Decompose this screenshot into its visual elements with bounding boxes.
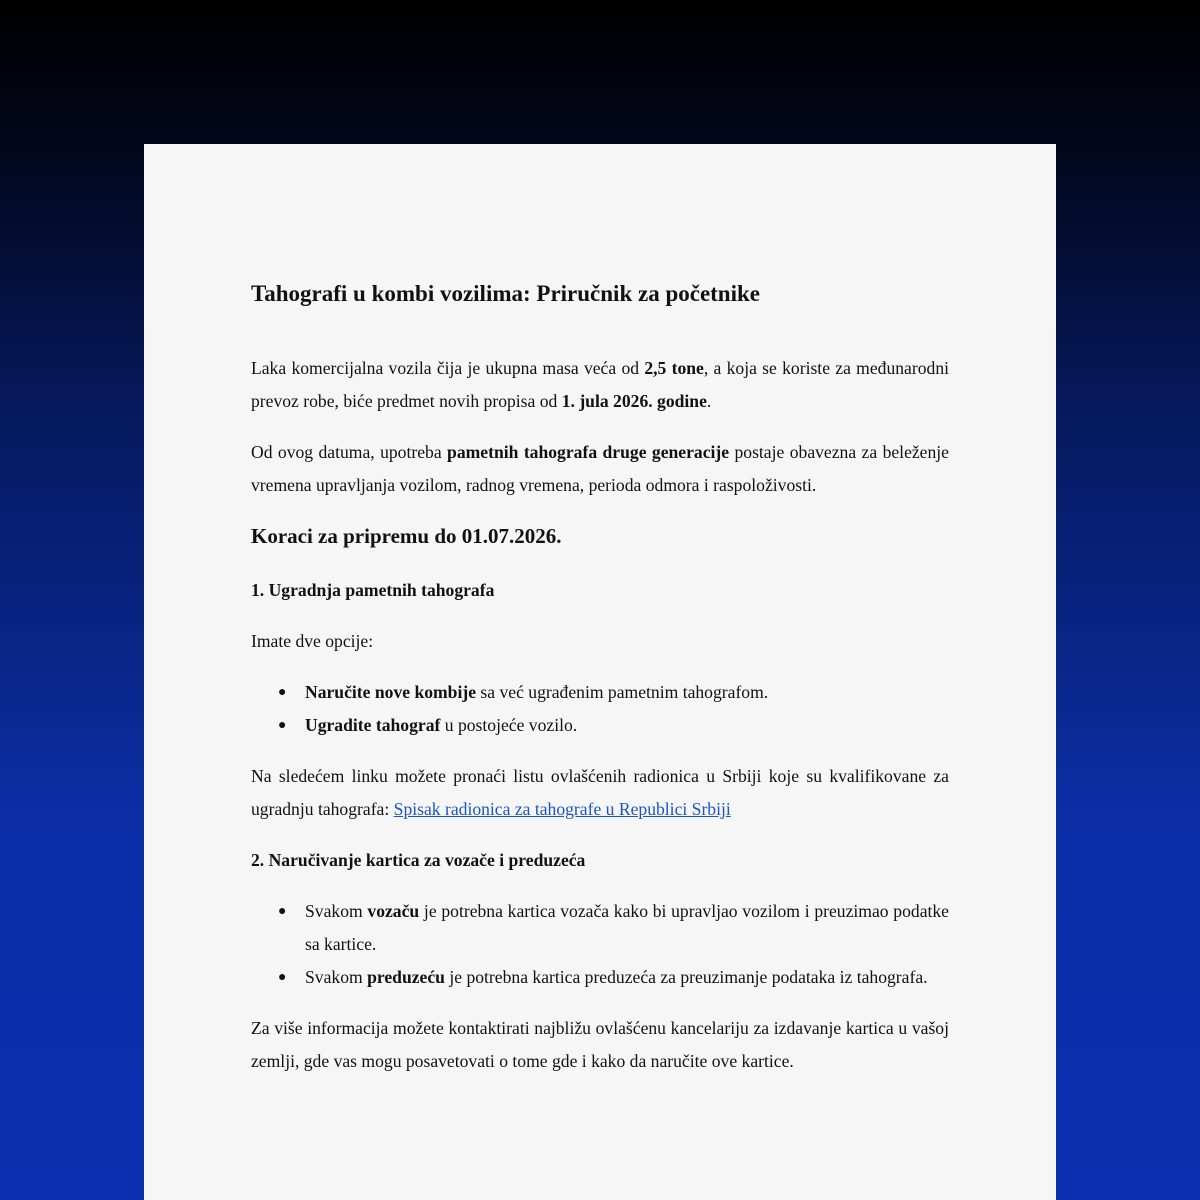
option-text: sa već ugrađenim pametnim tahografom. <box>476 682 769 702</box>
option-bold: Naručite nove kombije <box>305 682 477 702</box>
requirement-bold: pametnih tahografa druge generacije <box>447 442 730 462</box>
list-item <box>251 895 949 961</box>
bullet-icon: ● <box>278 904 287 919</box>
option-text: u postojeće vozilo. <box>440 715 578 735</box>
requirement-paragraph <box>251 436 949 502</box>
card-bold: vozaču <box>367 901 420 921</box>
requirement-text-2: postaje obavezna za beleženje vremena upravljanja vozilom, radnog vremena, perioda odmora i raspoloživosti. <box>251 442 949 495</box>
document-page <box>144 144 1056 1200</box>
document-title: Tahografi u kombi vozilima: Priručnik za početnike <box>251 281 760 306</box>
option-bold: Ugradite tahograf <box>305 715 441 735</box>
card-text: je potrebna kartica vozača kako bi upravljao vozilom i preuzimao podatke sa kartice. <box>305 901 949 954</box>
step1-heading: 1. Ugradnja pametnih tahografa <box>251 580 495 600</box>
step1-options-list <box>251 676 949 742</box>
step2-cards-list <box>251 895 949 994</box>
bullet-icon: ● <box>278 970 287 985</box>
workshops-text: Na sledećem linku možete pronaći listu ovlašćenih radionica u Srbiji koje su kvalifikovane za ugradnju tahografa: <box>251 766 949 819</box>
closing-paragraph: Za više informacija možete kontaktirati najbližu ovlašćenu kancelariju za izdavanje kartica u vašoj zemlji, gde vas mogu posavetovati o tome gde i kako da naručite ove kartice. <box>251 1018 949 1071</box>
card-text-pre: Svakom <box>305 901 368 921</box>
list-item <box>251 961 949 994</box>
bullet-icon: ● <box>278 718 287 733</box>
card-text: je potrebna kartica preduzeća za preuzimanje podataka iz tahografa. <box>444 967 928 987</box>
bullet-icon: ● <box>278 685 287 700</box>
intro-paragraph <box>251 352 949 418</box>
step1-intro: Imate dve opcije: <box>251 631 374 651</box>
intro-bold-weight: 2,5 tone <box>644 358 704 378</box>
step2-heading: 2. Naručivanje kartica za vozače i preduzeća <box>251 850 586 870</box>
intro-text-1: Laka komercijalna vozila čija je ukupna masa veća od <box>251 358 645 378</box>
list-item <box>251 676 949 709</box>
workshops-paragraph <box>251 760 949 826</box>
intro-text-3: . <box>706 391 712 411</box>
card-bold: preduzeću <box>367 967 445 987</box>
intro-bold-date: 1. jula 2026. godine <box>561 391 707 411</box>
requirement-text-1: Od ovog datuma, upotreba <box>251 442 448 462</box>
intro-text-2: , a koja se koriste za međunarodni prevoz robe, biće predmet novih propisa od <box>251 358 950 411</box>
card-text-pre: Svakom <box>305 967 368 987</box>
list-item <box>251 709 949 742</box>
section-heading: Koraci za pripremu do 01.07.2026. <box>251 524 562 548</box>
workshops-list-link[interactable]: Spisak radionica za tahografe u Republici Srbiji <box>393 799 731 819</box>
